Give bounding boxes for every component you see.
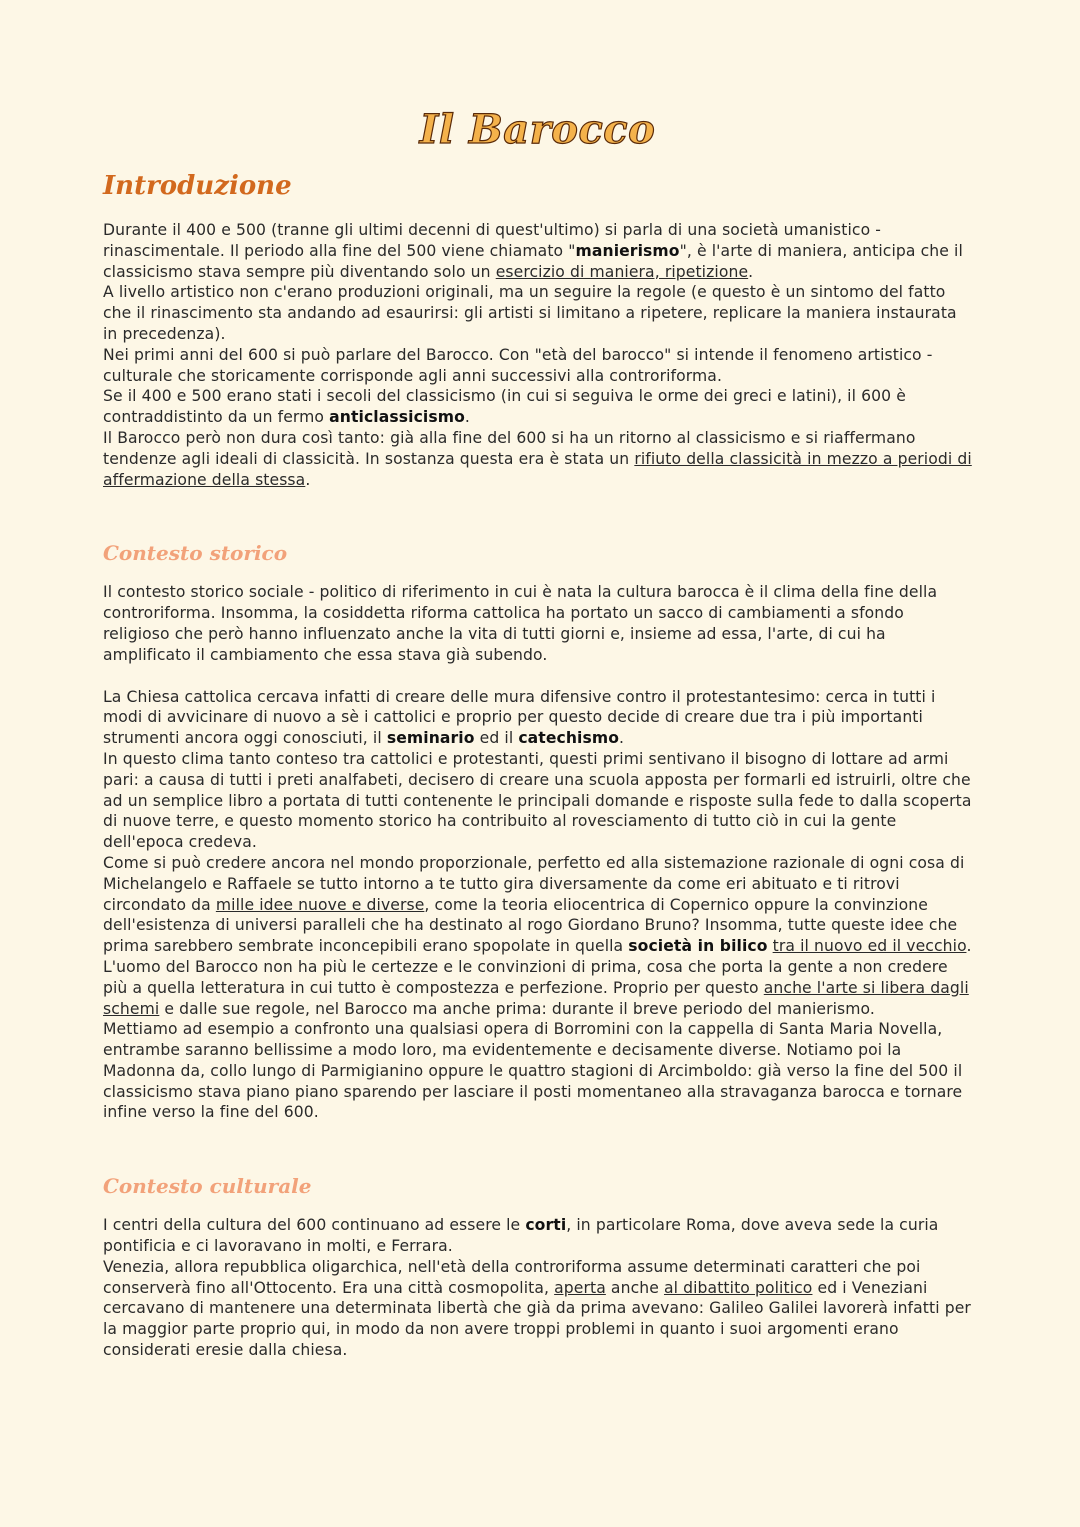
- text-run: Nei primi anni del 600 si può parlare del Barocco. Con "età del barocco" si intende il fenomeno artistico - culturale che storicamente corrisponde agli anni successivi alla controriforma.: [103, 345, 933, 385]
- underlined-text: al dibattito politico: [663, 1278, 813, 1297]
- paragraph: [103, 853, 972, 1019]
- underlined-text: aperta: [554, 1278, 606, 1297]
- paragraph: [103, 220, 972, 282]
- paragraph: [103, 1019, 972, 1123]
- text-run: La Chiesa cattolica cercava infatti di creare delle mura difensive contro il protestantesimo: cerca in tutti i modi di avvicinare di nuovo a sè i cattolici e proprio per questo decide di creare due tra i più importanti strumenti ancora oggi conosciuti, il: [103, 687, 936, 748]
- bold-term: seminario: [386, 729, 475, 748]
- paragraph-spacer: [103, 666, 972, 687]
- text-run: . L'uomo del Barocco non ha più le certezze e le convinzioni di prima, cosa che porta la gente a non credere più a quella letteratura in cui tutto è compostezza e perfezione. Proprio per questo: [103, 937, 972, 997]
- text-run: A livello artistico non c'erano produzioni originali, ma un seguire la regole (e questo è un sintomo del fatto che il rinascimento sta andando ad esaurirsi: gli artisti si limitano a ripetere, replicare la maniera instaurata in precedenza).: [103, 283, 957, 343]
- underlined-text: esercizio di maniera, ripetizione: [495, 262, 749, 281]
- text-run: .: [748, 262, 754, 281]
- text-run: .: [305, 470, 311, 489]
- text-run: e dalle sue regole, nel Barocco ma anche prima: durante il breve periodo del manierismo.: [159, 999, 875, 1018]
- paragraph: [103, 582, 972, 665]
- section-heading: Contesto storico: [103, 541, 288, 566]
- paragraph: [103, 386, 972, 428]
- document-body: [103, 166, 972, 1361]
- bold-term: manierismo: [575, 241, 680, 260]
- paragraph: [103, 749, 972, 853]
- text-run: ed i Veneziani cercavano di mantenere una determinata libertà che già da prima avevano: Galileo Galilei lavorerà infatti per la maggior parte proprio qui, in modo da non avere troppi problemi in quanto i suoi argomenti erano considerati eresie dalla chiesa.: [103, 1278, 971, 1360]
- text-run: , in particolare Roma, dove aveva sede la curia pontificia e ci lavoravano in molti, e Ferrara.: [103, 1216, 939, 1256]
- section-heading: Introduzione: [103, 171, 292, 201]
- paragraph: [103, 1257, 972, 1361]
- paragraph: [103, 345, 972, 387]
- bold-term: corti: [525, 1216, 567, 1235]
- text-run: anche: [605, 1278, 664, 1297]
- section-heading: Contesto culturale: [103, 1174, 312, 1199]
- paragraph: [103, 1215, 972, 1257]
- text-run: In questo clima tanto conteso tra cattolici e protestanti, questi primi sentivano il bisogno di lottare ad armi pari: a causa di tutti i preti analfabeti, decisero di creare una scuola apposta per formarli ed istruirli, oltre che ad un semplice libro a portata di tutti contenente le principali domande e risposte sulla fede to dalla scoperta di nuove terre, e questo momento storico ha contribuito al rovesciamento di tutto ciò in cui la gente dell'epoca credeva.: [103, 749, 972, 852]
- page-title: Il Barocco: [419, 106, 656, 153]
- text-run: .: [619, 729, 625, 748]
- underlined-text: mille idee nuove e diverse: [215, 895, 425, 914]
- text-run: Mettiamo ad esempio a confronto una qualsiasi opera di Borromini con la cappella di Santa Maria Novella, entrambe saranno bellissime a modo loro, ma evidentemente e decisamente diverse. Notiamo poi la Madonna da, collo lungo di Parmigianino oppure le quattro stagioni di Arcimboldo: già verso la fine del 500 il classicismo stava piano piano sparendo per lasciare il posti momentaneo alla stravaganza barocca e tornare infine verso la fine del 600.: [103, 1020, 963, 1122]
- text-run: Il Barocco però non dura così tanto: già alla fine del 600 si ha un ritorno al classicismo e si riaffermano tendenze agli ideali di classicità. In sostanza questa era è stata un: [103, 428, 916, 468]
- bold-term: catechismo: [518, 729, 620, 748]
- text-run: Il contesto storico sociale - politico di riferimento in cui è nata la cultura barocca è il clima della fine della controriforma. Insomma, la cosiddetta riforma cattolica ha portato un sacco di cambiamenti a sfondo religioso che però hanno influenzato anche la vita di tutti giorni e, insieme ad essa, l'arte, di cui ha amplificato il cambiamento che essa stava già subendo.: [103, 583, 938, 664]
- paragraph: [103, 282, 972, 344]
- text-run: Se il 400 e 500 erano stati i secoli del classicismo (in cui si seguiva le orme dei greci e latini), il 600 è contraddistinto da un fermo: [103, 387, 906, 427]
- text-run: Durante il 400 e 500 (tranne gli ultimi decenni di quest'ultimo) si parla di una società umanistico - rinascimentale. Il periodo alla fine del 500 viene chiamato ": [103, 221, 881, 260]
- paragraph: [103, 428, 972, 490]
- underlined-text: tra il nuovo ed il vecchio: [772, 937, 967, 956]
- section-spacer: [103, 490, 972, 538]
- bold-term: società in bilico: [628, 937, 768, 956]
- paragraph: [103, 687, 972, 749]
- text-run: .: [464, 408, 470, 427]
- text-run: Venezia, allora repubblica oligarchica, nell'età della controriforma assume determinati caratteri che poi conserverà fino all'Ottocento. Era una città cosmopolita,: [103, 1257, 921, 1297]
- underlined-text: anche l'arte si libera dagli schemi: [103, 978, 969, 1018]
- text-run: Come si può credere ancora nel mondo proporzionale, perfetto ed alla sistemazione razionale di ogni cosa di Michelangelo e Raffaele se tutto intorno a te tutto gira diversamente da come eri abituato e ti ritrovi circondato da: [103, 853, 965, 914]
- underlined-text: rifiuto della classicità in mezzo a periodi di affermazione della stessa: [103, 449, 972, 489]
- text-run: ", è l'arte di maniera, anticipa che il classicismo stava sempre più diventando solo un: [103, 241, 963, 281]
- text-run: ed il: [474, 729, 519, 748]
- section-spacer: [103, 1123, 972, 1171]
- text-run: , come la teoria eliocentrica di Copernico oppure la convinzione dell'esistenza di universi paralleli che ha destinato al rogo Giordano Bruno? Insomma, tutte queste idee che prima sarebbero sembrate inconcepibili erano spopolate in quella: [103, 895, 958, 956]
- bold-term: anticlassicismo: [329, 408, 465, 427]
- text-run: I centri della cultura del 600 continuano ad essere le: [103, 1216, 526, 1235]
